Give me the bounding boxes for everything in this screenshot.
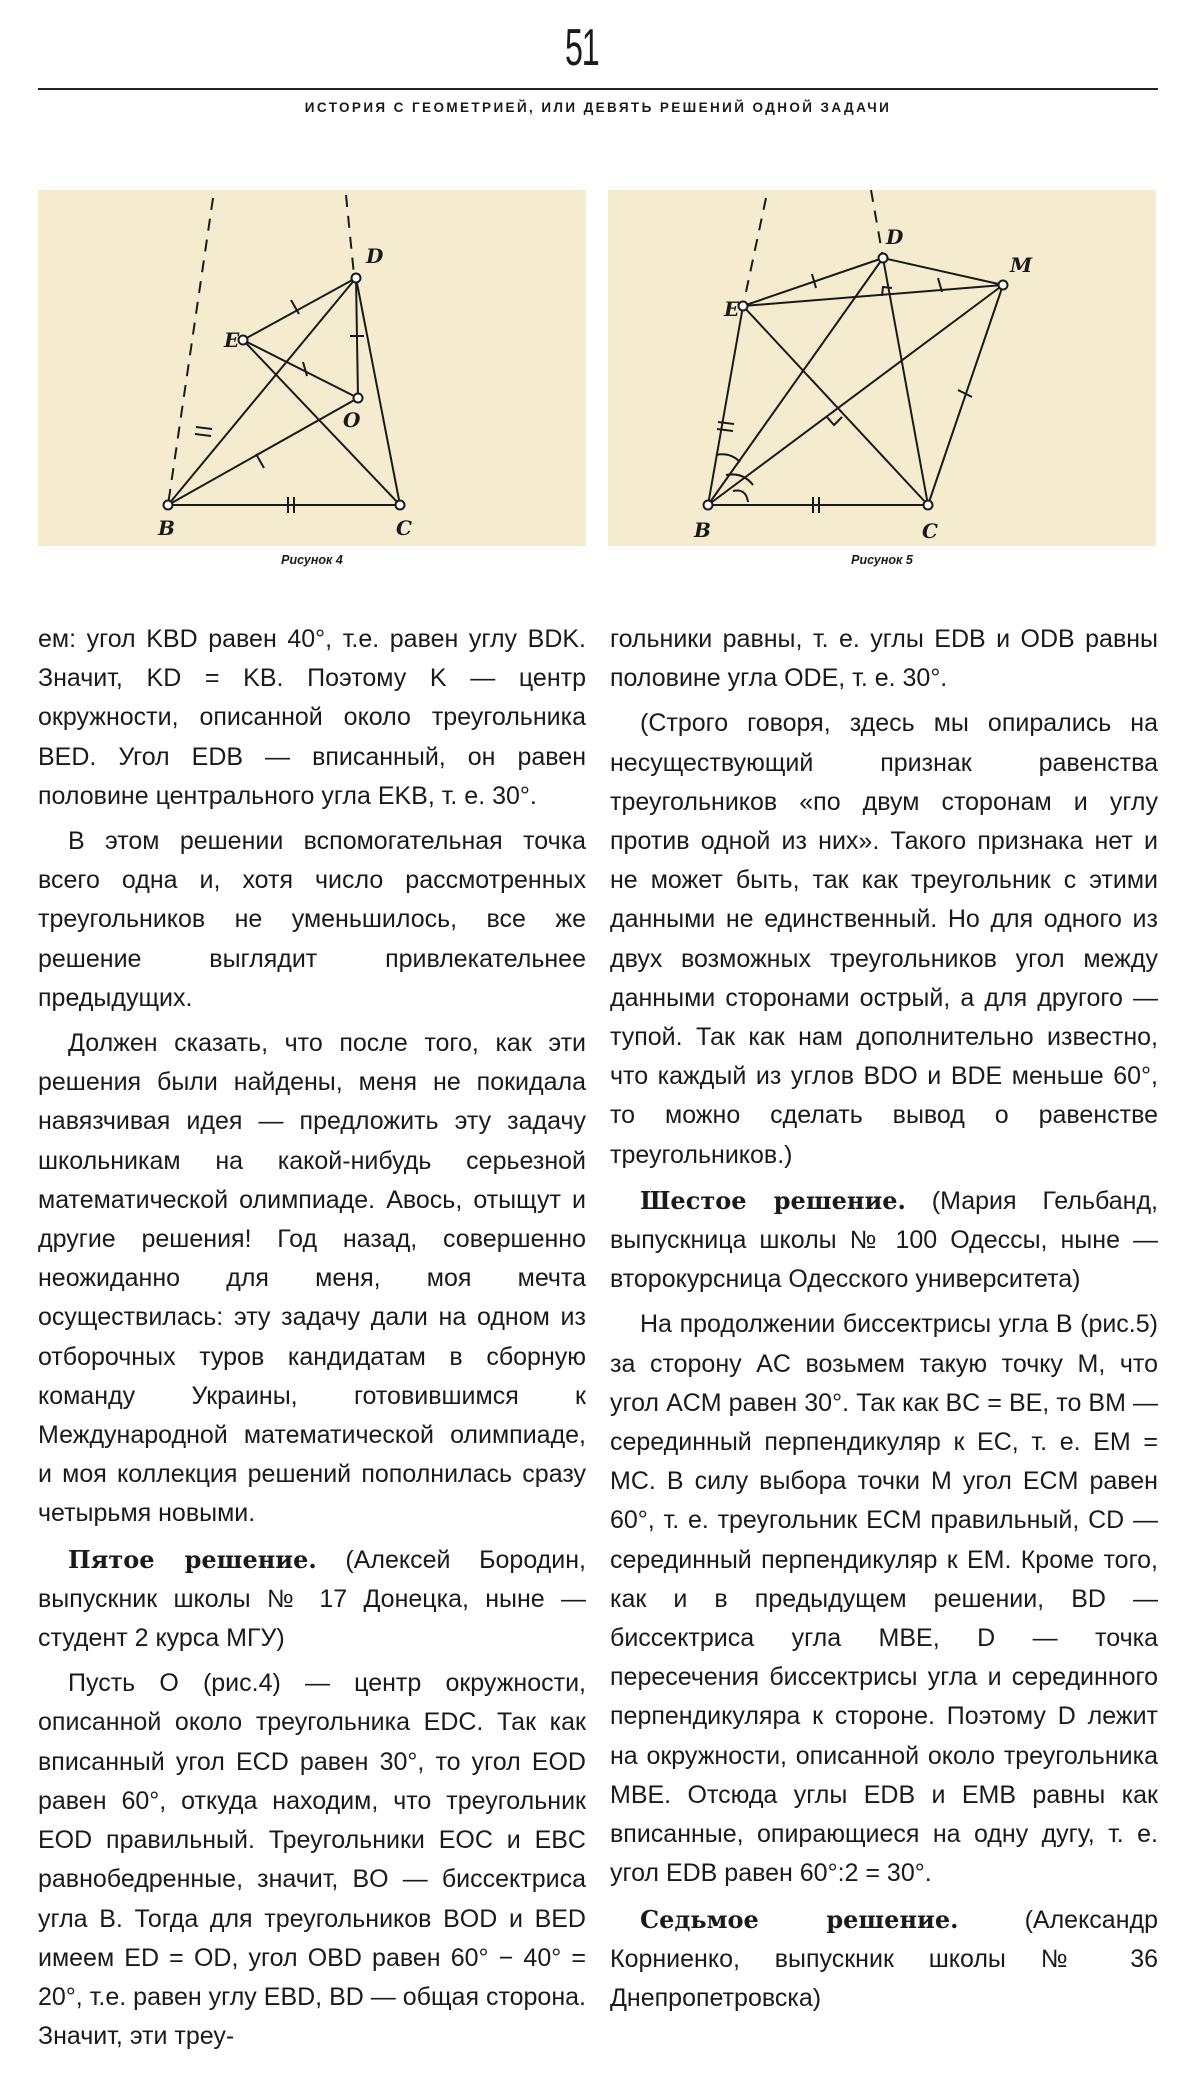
fig4-tick	[256, 454, 264, 468]
fig4-tick	[303, 362, 307, 376]
fig4-point-b	[164, 501, 173, 510]
fig4-tick	[196, 427, 212, 429]
fig4-side-cd	[356, 278, 400, 505]
fig4-segment-eo	[243, 340, 358, 398]
fig4-side-ec	[243, 340, 400, 505]
fig5-point-d	[879, 254, 888, 263]
fig4-point-o	[354, 394, 363, 403]
fig4-tick	[195, 434, 211, 436]
fig5-segment-bm	[708, 285, 1003, 505]
fig4-side-de	[243, 278, 356, 340]
fig5-point-c	[924, 501, 933, 510]
right-column	[610, 620, 1158, 2024]
fig5-angle-arc	[726, 474, 753, 485]
paragraph: Должен сказать, что после того, как эти решения были найдены, меня не покидала навязчивая идея — предложить эту задачу школьникам на какой-нибудь серьезной математической олимпиаде. Авось, отыщут и другие решения! Год назад, совершенно неожиданно для меня, моя мечта осуществилась: эту задачу дали на одном из отборочных туров кандидатам в сборную команду Украины, готовившимся к Международной математической олимпиаде, и моя коллекция решений пополнилась сразу четырьмя новыми.	[38, 1029, 586, 1528]
fig5-angle-arc	[716, 454, 740, 462]
figure-4-caption: Рисунок 4	[281, 553, 343, 567]
fig4-label-d: D	[366, 244, 384, 268]
fig4-point-d	[352, 274, 361, 283]
fig5-side-de	[743, 258, 883, 306]
fig5-side-ec	[743, 306, 928, 505]
fig5-point-m	[999, 281, 1008, 290]
fig4-label-b: B	[158, 516, 175, 540]
fig4-label-o: O	[343, 408, 361, 432]
fig5-label-m: M	[1010, 253, 1033, 277]
section-heading: Седьмое решение.	[640, 1904, 959, 1934]
fig5-side-cm	[928, 285, 1003, 505]
fig5-segment-bd	[708, 258, 883, 505]
paragraph: ем: угол KBD равен 40°, т.е. равен углу BDK. Значит, KD = KB. Поэтому K — центр окружности, описанной около треугольника BED. Угол EDB — вписанный, он равен половине центрального угла EKB, т. е. 30°.	[38, 625, 586, 810]
fig5-tick	[717, 429, 733, 431]
fig5-label-b: B	[694, 518, 711, 542]
figure-5-diagram	[608, 190, 1156, 546]
figure-5	[608, 190, 1156, 546]
fig4-label-e: E	[224, 328, 240, 352]
fig5-label-c: C	[922, 519, 938, 543]
header-rule	[38, 88, 1158, 90]
paragraph-text: (Алексей Бородин, выпускник школы № 17 Донецка, ныне — студент 2 курса МГУ)	[38, 1545, 586, 1653]
paragraph-text: (Мария Гельбанд, выпускница школы № 100 Одессы, ныне — второкурсница Одесского университета)	[610, 1186, 1158, 1294]
fig5-tick	[718, 422, 734, 424]
fig5-point-b	[704, 501, 713, 510]
fig4-segment-bo	[168, 398, 358, 505]
paragraph	[610, 1181, 1158, 1300]
fig5-label-e: E	[724, 297, 740, 321]
running-head: ИСТОРИЯ С ГЕОМЕТРИЕЙ, ИЛИ ДЕВЯТЬ РЕШЕНИЙ ОДНОЙ ЗАДАЧИ	[304, 100, 892, 115]
fig4-point-e	[239, 336, 248, 345]
paragraph: (Строго говоря, здесь мы опирались на несуществующий признак равенства треугольников «по двум сторонам и углу против одной из них». Такого признака нет и не может быть, так как треугольник с этими данными не единственный. Но для одного из двух возможных треугольников угол между данными сторонами острый, а для другого — тупой. Так как нам дополнительно известно, что каждый из углов BDO и BDE меньше 60°, то можно сделать вывод о равенстве треугольников.)	[610, 709, 1158, 1169]
fig4-point-c	[396, 501, 405, 510]
fig5-ray-b	[743, 198, 766, 306]
fig5-point-e	[739, 302, 748, 311]
section-heading: Пятое решение.	[68, 1544, 317, 1574]
paragraph: гольники равны, т. е. углы EDB и ODB равны половине угла ODE, т. е. 30°.	[610, 625, 1158, 693]
figure-4-diagram	[38, 190, 586, 546]
section-heading: Шестое решение.	[640, 1185, 906, 1215]
paragraph	[38, 1540, 586, 1659]
fig5-side-em	[743, 285, 1003, 306]
fig4-ray-c	[346, 195, 354, 275]
fig5-ray-c	[871, 190, 883, 258]
figure-4	[38, 190, 586, 546]
paragraph	[610, 1900, 1158, 2019]
fig4-label-c: C	[396, 516, 412, 540]
figure-5-caption: Рисунок 5	[851, 553, 913, 567]
left-column	[38, 620, 586, 2062]
paragraph-text: (Александр Корниенко, выпускник школы № 36 Днепропетровска)	[610, 1905, 1158, 2012]
paragraph: Пусть O (рис.4) — центр окружности, описанной около треугольника EDC. Так как вписанный угол ECD равен 30°, то угол EOD равен 60°, откуда находим, что треугольник EOD правильный. Треугольники EOC и EBC равнобедренные, значит, BO — биссектриса угла B. Тогда для треугольников BOD и BED имеем ED = OD, угол OBD равен 60° − 40° = 20°, т.е. равен углу EBD, BD — общая сторона. Значит, эти треу-	[38, 1669, 586, 2051]
fig5-angle-arc	[733, 490, 748, 502]
fig5-right-angle-mark	[826, 416, 842, 425]
fig5-side-md	[883, 258, 1003, 285]
fig4-segment-od	[356, 278, 358, 398]
fig5-label-d: D	[886, 225, 904, 249]
paragraph: На продолжении биссектрисы угла B (рис.5) за сторону AC возьмем такую точку M, что угол ACM равен 30°. Так как BC = BE, то BM — серединный перпендикуляр к EC, т. е. EM = MC. В силу выбора точки M угол ECM равен 60°, т. е. треугольник ECM правильный, CD — серединный перпендикуляр к EM. Кроме того, как и в предыдущем решении, BD — биссектриса угла MBE, D — точка пересечения биссектрисы угла и серединного перпендикуляра к стороне. Поэтому D лежит на окружности, описанной около треугольника MBE. Отсюда углы EDB и EMB равны как вписанные, опирающиеся на одну дугу, т. е. угол EDB равен 60°:2 = 30°.	[610, 1310, 1158, 1888]
page-number: 51	[565, 19, 599, 77]
paragraph: В этом решении вспомогательная точка всего одна и, хотя число рассмотренных треугольников не уменьшилось, все же решение выглядит привлекательнее предыдущих.	[38, 827, 586, 1012]
